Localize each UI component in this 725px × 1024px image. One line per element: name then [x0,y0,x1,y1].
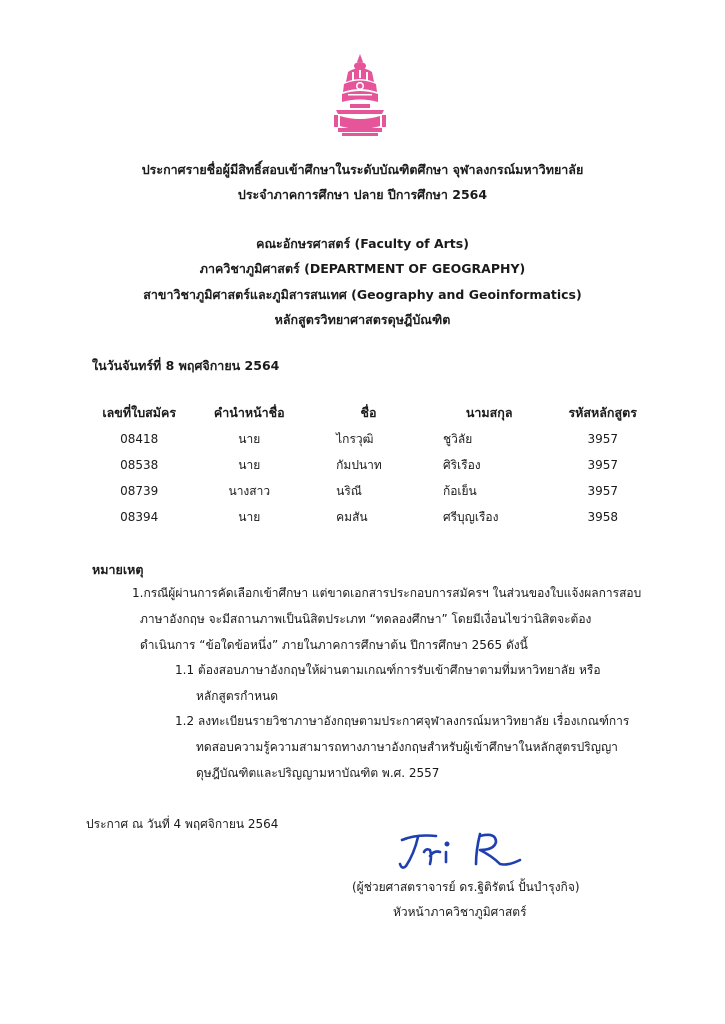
prefix-cell: นางสาว [228,483,271,498]
column-header-application-no: เลขที่ใบสมัคร [102,405,177,420]
table-row [92,478,652,504]
exam-date: ในวันจันทร์ที่ 8 พฤศจิกายน 2564 [92,358,280,373]
table-row [92,504,652,530]
application-no-cell: 08394 [120,510,159,524]
applicant-table [92,400,652,530]
program-code-cell: 3957 [587,458,618,472]
announcement-date: ประกาศ ณ วันที่ 4 พฤศจิกายน 2564 [86,817,279,831]
program-code-cell: 3957 [587,432,618,446]
note-1-2-line-3: ดุษฎีบัณฑิตและปริญญามหาบัณฑิต พ.ศ. 2557 [196,766,440,780]
table-header-row [92,400,652,426]
university-emblem-icon [330,52,390,140]
surname-cell: ศิริเรือง [442,457,481,472]
note-1-line-2: ภาษาอังกฤษ จะมีสถานภาพเป็นนิสิตประเภท “ทดลองศึกษา” โดยมีเงื่อนไขว่านิสิตจะต้อง [140,612,592,626]
first-name-cell: คมสัน [336,509,368,524]
note-1-line-1: 1.กรณีผู้ผ่านการคัดเลือกเข้าศึกษา แต่ขาดเอกสารประกอบการสมัครฯ ในส่วนของใบแจ้งผลการสอบ [132,586,642,600]
application-no-cell: 08418 [120,432,159,446]
notes-heading: หมายเหตุ [92,562,144,577]
surname-cell: ศรีบุญเรือง [442,509,499,524]
note-1-2-line-1: 1.2 ลงทะเบียนรายวิชาภาษาอังกฤษตามประกาศจุฬาลงกรณ์มหาวิทยาลัย เรื่องเกณฑ์การ [175,714,630,728]
signature-icon [396,826,526,876]
program-code-cell: 3957 [587,484,618,498]
column-header-surname: นามสกุล [465,405,513,420]
note-1-1-line-2: หลักสูตรกำหนด [196,689,279,703]
table-row [92,426,652,452]
first-name-cell: กัมปนาท [336,457,382,472]
column-header-prefix: คำนำหน้าชื่อ [213,405,285,420]
signatory-name: (ผู้ช่วยศาสตราจารย์ ดร.ฐิติรัตน์ ปั้นบำรุงกิจ) [352,880,580,894]
column-header-first-name: ชื่อ [360,405,377,420]
program-name: สาขาวิชาภูมิศาสตร์และภูมิสารสนเทศ (Geography and Geoinformatics) [143,287,582,302]
note-1-2-line-2: ทดสอบความรู้ความสามารถทางภาษาอังกฤษสำหรับผู้เข้าศึกษาในหลักสูตรปริญญา [196,740,618,754]
prefix-cell: นาย [238,509,261,524]
prefix-cell: นาย [238,457,261,472]
signatory-position: หัวหน้าภาควิชาภูมิศาสตร์ [393,905,527,919]
first-name-cell: ไกรวุฒิ [336,431,374,446]
prefix-cell: นาย [238,431,261,446]
faculty-name: คณะอักษรศาสตร์ (Faculty of Arts) [256,236,469,251]
announcement-title: ประกาศรายชื่อผู้มีสิทธิ์สอบเข้าศึกษาในระดับบัณฑิตศึกษา จุฬาลงกรณ์มหาวิทยาลัย [141,162,584,177]
department-name: ภาควิชาภูมิศาสตร์ (DEPARTMENT OF GEOGRAPHY) [199,261,526,276]
first-name-cell: นริณี [336,483,362,498]
application-no-cell: 08538 [120,458,159,472]
semester-line: ประจำภาคการศึกษา ปลาย ปีการศึกษา 2564 [237,187,488,202]
application-no-cell: 08739 [120,484,159,498]
column-header-program-code: รหัสหลักสูตร [568,405,637,420]
surname-cell: ชูวิลัย [442,431,473,446]
note-1-line-3: ดำเนินการ “ข้อใดข้อหนึ่ง” ภายในภาคการศึกษาต้น ปีการศึกษา 2565 ดังนี้ [140,638,528,652]
surname-cell: ก้อเย็น [442,483,477,498]
program-code-cell: 3958 [587,510,618,524]
curriculum-name: หลักสูตรวิทยาศาสตรดุษฎีบัณฑิต [274,312,451,327]
table-row [92,452,652,478]
note-1-1-line-1: 1.1 ต้องสอบภาษาอังกฤษให้ผ่านตามเกณฑ์การรับเข้าศึกษาตามที่มหาวิทยาลัย หรือ [175,663,601,677]
